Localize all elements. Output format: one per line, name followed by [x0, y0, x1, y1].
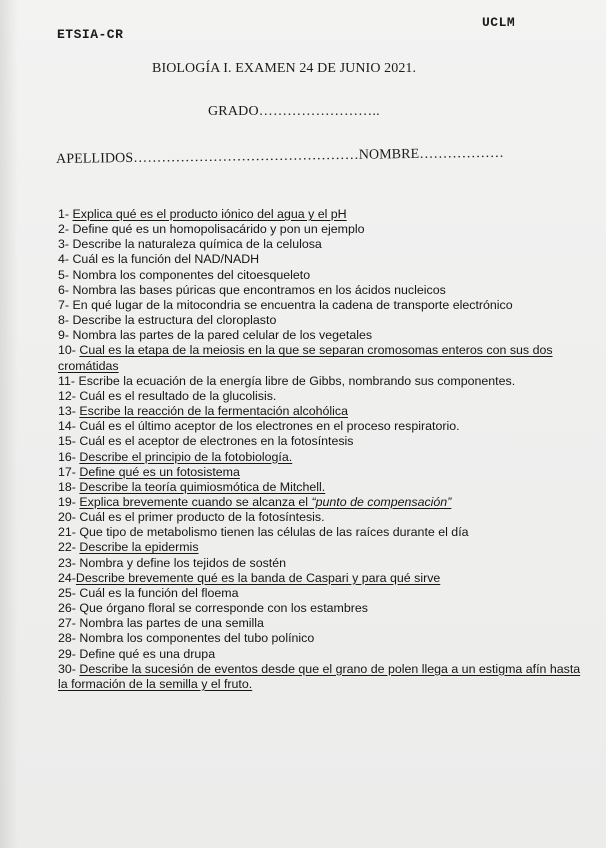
question-29: 29- Define qué es una drupa [58, 646, 216, 661]
question-6: 6- Nombra las bases púricas que encontramos en los ácidos nucleicos [58, 282, 446, 297]
question-4: 4- Cuál es la función del NAD/NADH [58, 252, 260, 267]
institution-label: ETSIA-CR [57, 27, 124, 42]
question-9: 9- Nombra las partes de la pared celular de los vegetales [58, 328, 373, 343]
question-30: 30- Describe la sucesión de eventos desde que el grano de polen llega a un estigma afín hasta la formación de la semilla y el fruto. [58, 661, 581, 691]
apellidos-nombre-field: APELLIDOS…………………………………………NOMBRE……………… [56, 145, 504, 167]
exam-title: BIOLOGÍA I. EXAMEN 24 DE JUNIO 2021. [152, 61, 417, 76]
question-15: 15- Cuál es el aceptor de electrones en la fotosíntesis [58, 434, 354, 449]
question-1: 1- Explica qué es el producto iónico del agua y el pH [58, 207, 347, 221]
question-13: 13- Escribe la reacción de la fermentación alcohólica [58, 404, 348, 419]
grado-field: GRADO…………………….. [208, 104, 380, 119]
question-2: 2- Define qué es un homopolisacárido y pon un ejemplo [58, 222, 365, 237]
question-19: 19- Explica brevemente cuando se alcanza el “punto de compensación” [58, 494, 452, 509]
question-14: 14- Cuál es el último aceptor de los electrones en el proceso respiratorio. [58, 419, 460, 434]
question-12: 12- Cuál es el resultado de la glucolisis. [58, 388, 277, 403]
question-24: 24-Describe brevemente qué es la banda de Caspari y para qué sirve [58, 570, 441, 585]
question-26: 26- Que órgano floral se corresponde con los estambres [58, 601, 368, 616]
question-11: 11- Escribe la ecuación de la energía libre de Gibbs, nombrando sus componentes. [58, 373, 516, 388]
question-5: 5- Nombra los componentes del citoesqueleto [58, 267, 311, 282]
question-28: 28- Nombra los componentes del tubo polínico [58, 631, 315, 646]
question-18: 18- Describe la teoría quimiosmótica de Mitchell. [58, 479, 326, 494]
question-21: 21- Que tipo de metabolismo tienen las células de las raíces durante el día [58, 525, 469, 540]
question-list [58, 207, 588, 692]
question-3: 3- Describe la naturaleza química de la celulosa [58, 237, 322, 252]
university-label: UCLM [482, 15, 516, 30]
question-8: 8- Describe la estructura del cloroplasto [58, 313, 277, 328]
question-22: 22- Describe la epidermis [58, 540, 199, 555]
question-20: 20- Cuál es el primer producto de la fotosíntesis. [58, 510, 325, 525]
question-23: 23- Nombra y define los tejidos de sostén [58, 555, 286, 570]
question-27: 27- Nombra las partes de una semilla [58, 616, 264, 631]
question-25: 25- Cuál es la función del floema [58, 585, 239, 600]
question-17: 17- Define qué es un fotosistema [58, 464, 240, 479]
question-10: 10- Cual es la etapa de la meiosis en la que se separan cromosomas enteros con sus dos cromátidas [58, 343, 553, 373]
paper-shadow [0, 0, 18, 848]
question-16: 16- Describe el principio de la fotobiología. [58, 449, 293, 464]
question-7: 7- En qué lugar de la mitocondria se encuentra la cadena de transporte electrónico [58, 297, 513, 312]
